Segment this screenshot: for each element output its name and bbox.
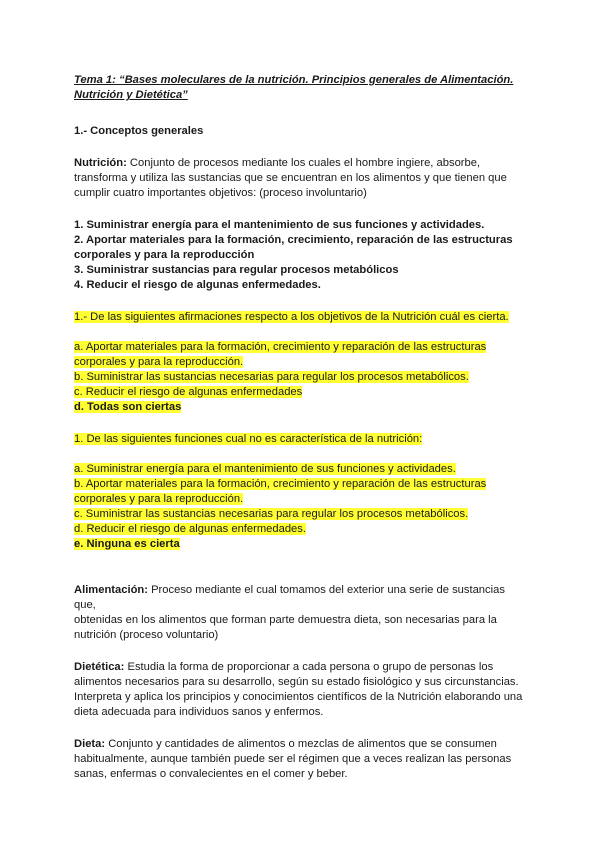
alimentacion-text-3: nutrición (proceso voluntario) — [74, 629, 219, 641]
question-1-options — [74, 340, 529, 415]
nutricion-text-3: cumplir cuatro importantes objetivos: (proceso involuntario) — [74, 187, 367, 199]
q2-option-c: c. Suministrar las sustancias necesarias para regular los procesos metabólicos. — [74, 508, 469, 520]
q2-option-e: e. Ninguna es cierta — [74, 538, 180, 550]
objective-item: corporales y para la reproducción — [74, 249, 255, 261]
q2-option-d: d. Reducir el riesgo de algunas enfermedades. — [74, 523, 306, 535]
title-line-1: Tema 1: “Bases moleculares de la nutrición. Principios generales de Alimentación. — [74, 74, 514, 86]
question-2-text: 1. De las siguientes funciones cual no es característica de la nutrición: — [74, 433, 423, 445]
nutricion-text-1: Conjunto de procesos mediante los cuales el hombre ingiere, absorbe, — [126, 157, 481, 169]
dietetica-term: Dietética: — [74, 661, 125, 673]
q2-option-b-cont: corporales y para la reproducción. — [74, 493, 244, 505]
q1-option-a-cont: corporales y para la reproducción. — [74, 356, 244, 368]
dieta-text-2: habitualmente, aunque también puede ser el régimen que a veces realizan las personas — [74, 753, 512, 765]
document-title — [74, 73, 529, 103]
dietetica-definition — [74, 660, 529, 720]
q2-option-a: a. Suministrar energía para el mantenimiento de sus funciones y actividades. — [74, 463, 456, 475]
nutricion-text-2: transforma y utiliza las sustancias que se encuentran en los alimentos y que tienen que — [74, 172, 507, 184]
dietetica-text-4: dieta adecuada para individuos sanos y enfermos. — [74, 706, 324, 718]
question-2 — [74, 432, 529, 447]
nutricion-definition — [74, 156, 529, 201]
dieta-definition — [74, 737, 529, 782]
question-2-options — [74, 462, 529, 552]
question-1-text: 1.- De las siguientes afirmaciones respecto a los objetivos de la Nutrición cuál es cierta. — [74, 311, 509, 323]
objective-item: 4. Reducir el riesgo de algunas enfermedades. — [74, 279, 321, 291]
alimentacion-text-2: obtenidas en los alimentos que forman parte demuestra dieta, son necesarias para la — [74, 614, 497, 626]
question-1 — [74, 310, 529, 325]
q1-option-b: b. Suministrar las sustancias necesarias para regular los procesos metabólicos. — [74, 371, 469, 383]
dietetica-text-3: Interpreta y aplica los principios y conocimientos científicos de la Nutrición elaborando una — [74, 691, 523, 703]
title-line-2: Nutrición y Dietética” — [74, 89, 188, 101]
dieta-text-3: sanas, enfermas o convalecientes en el comer y beber. — [74, 768, 348, 780]
dieta-term: Dieta: — [74, 738, 106, 750]
q1-option-c: c. Reducir el riesgo de algunas enfermedades — [74, 386, 303, 398]
dieta-text-1: Conjunto y cantidades de alimentos o mezclas de alimentos que se consumen — [105, 738, 497, 750]
alimentacion-text-1: Proceso mediante el cual tomamos del exterior una serie de sustancias que, — [74, 584, 505, 611]
dietetica-text-1: Estudia la forma de proporcionar a cada persona o grupo de personas los — [124, 661, 494, 673]
objective-item: 3. Suministrar sustancias para regular procesos metabólicos — [74, 264, 399, 276]
objectives-list — [74, 218, 529, 293]
q1-option-d: d. Todas son ciertas — [74, 401, 182, 413]
q2-option-b: b. Aportar materiales para la formación, crecimiento y reparación de las estructuras — [74, 478, 487, 490]
q1-option-a: a. Aportar materiales para la formación, crecimiento y reparación de las estructuras — [74, 341, 487, 353]
section-heading: 1.- Conceptos generales — [74, 125, 204, 137]
dietetica-text-2: alimentos necesarios para su desarrollo, según su estado fisiológico y sus circunstancias. — [74, 676, 519, 688]
alimentacion-definition — [74, 583, 529, 643]
nutricion-term: Nutrición: — [74, 157, 127, 169]
objective-item: 2. Aportar materiales para la formación, crecimiento, reparación de las estructuras — [74, 234, 513, 246]
alimentacion-term: Alimentación: — [74, 584, 148, 596]
objective-item: 1. Suministrar energía para el mantenimiento de sus funciones y actividades. — [74, 219, 485, 231]
